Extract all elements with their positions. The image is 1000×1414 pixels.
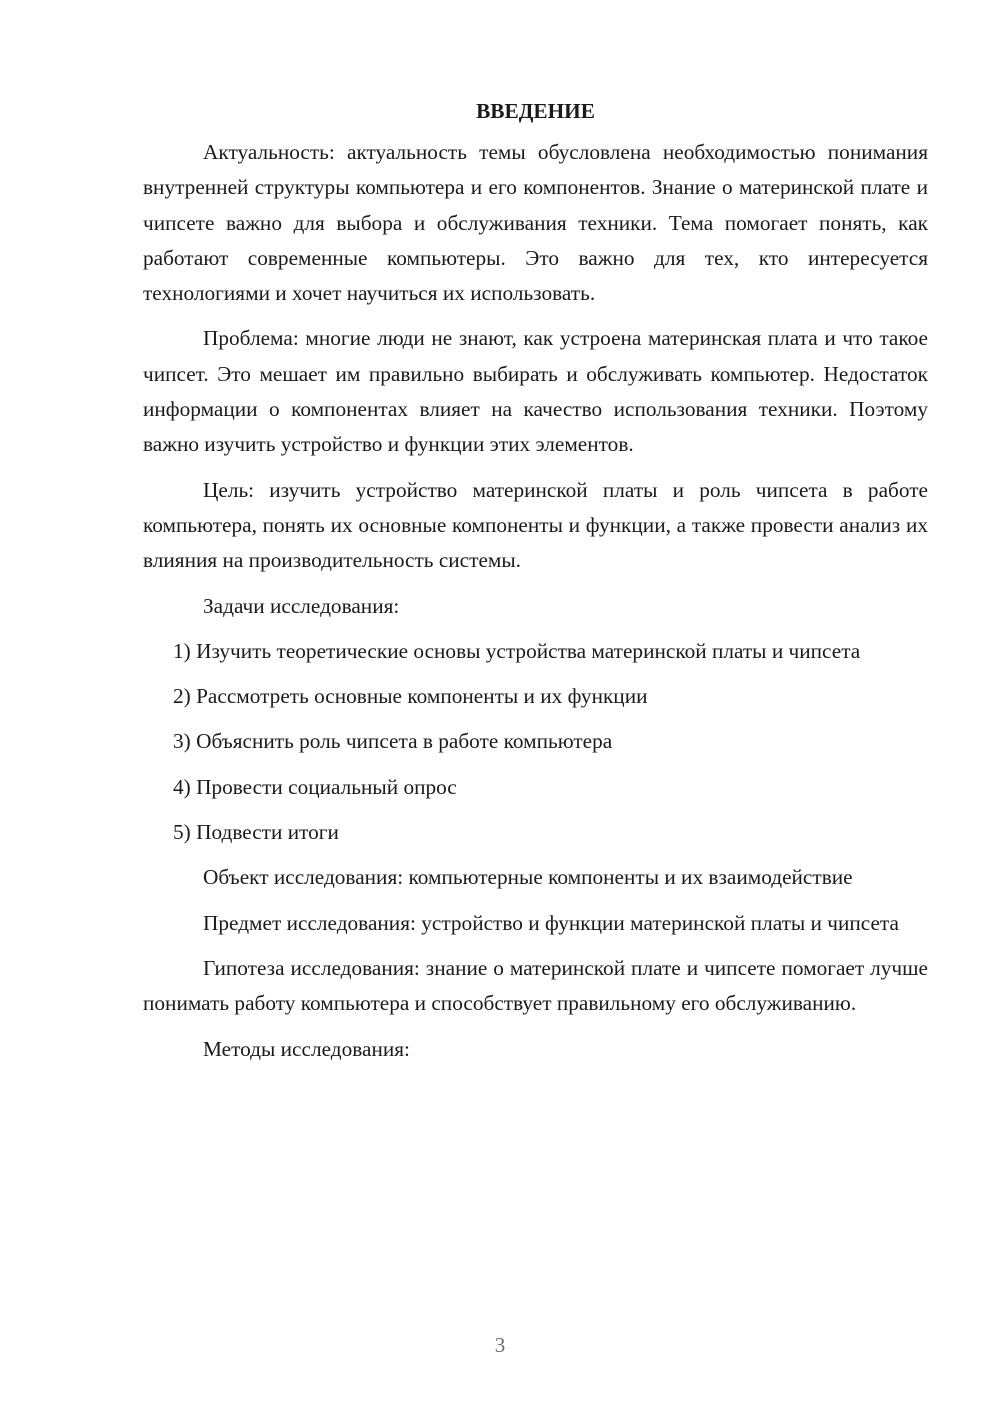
paragraph-tasks-heading: Задачи исследования: [203, 593, 400, 618]
document-page [143, 96, 928, 1077]
paragraph-object: Объект исследования: компьютерные компоненты и их взаимодействие [203, 865, 853, 890]
list-item: 5) Подвести итоги [173, 820, 339, 845]
paragraph-relevance: Актуальность: актуальность темы обусловлена необходимостью понимания внутренней структуры компьютера и его компонентов. Знание о материнской плате и чипсете важно для выбора и обслуживания техники. Тема помогает понять, как работают современные компьютеры. Это важно для тех, кто интересуется технологиями и хочет научиться их использовать. [143, 140, 928, 306]
list-item: 3) Объяснить роль чипсета в работе компьютера [173, 729, 613, 754]
paragraph-methods: Методы исследования: [203, 1036, 410, 1061]
paragraph-goal: Цель: изучить устройство материнской платы и роль чипсета в работе компьютера, понять их основные компоненты и функции, а также провести анализ их влияния на производительность системы. [143, 477, 928, 573]
list-item: 1) Изучить теоретические основы устройства материнской платы и чипсета [173, 638, 861, 663]
paragraph-hypothesis: Гипотеза исследования: знание о материнской плате и чипсете помогает лучше понимать работу компьютера и способствует правильному его обслуживанию. [143, 955, 928, 1016]
page-title: ВВЕДЕНИЕ [476, 99, 595, 123]
list-item: 2) Рассмотреть основные компоненты и их функции [173, 684, 648, 709]
paragraph-subject: Предмет исследования: устройство и функции материнской платы и чипсета [203, 910, 899, 935]
page-number: 3 [494, 1333, 506, 1357]
paragraph-problem: Проблема: многие люди не знают, как устроена материнская плата и что такое чипсет. Это мешает им правильно выбирать и обслуживать компьютер. Недостаток информации о компонентах влияет на качество использования техники. Поэтому важно изучить устройство и функции этих элементов. [143, 326, 928, 457]
list-item: 4) Провести социальный опрос [173, 774, 457, 799]
tasks-list [143, 634, 928, 850]
